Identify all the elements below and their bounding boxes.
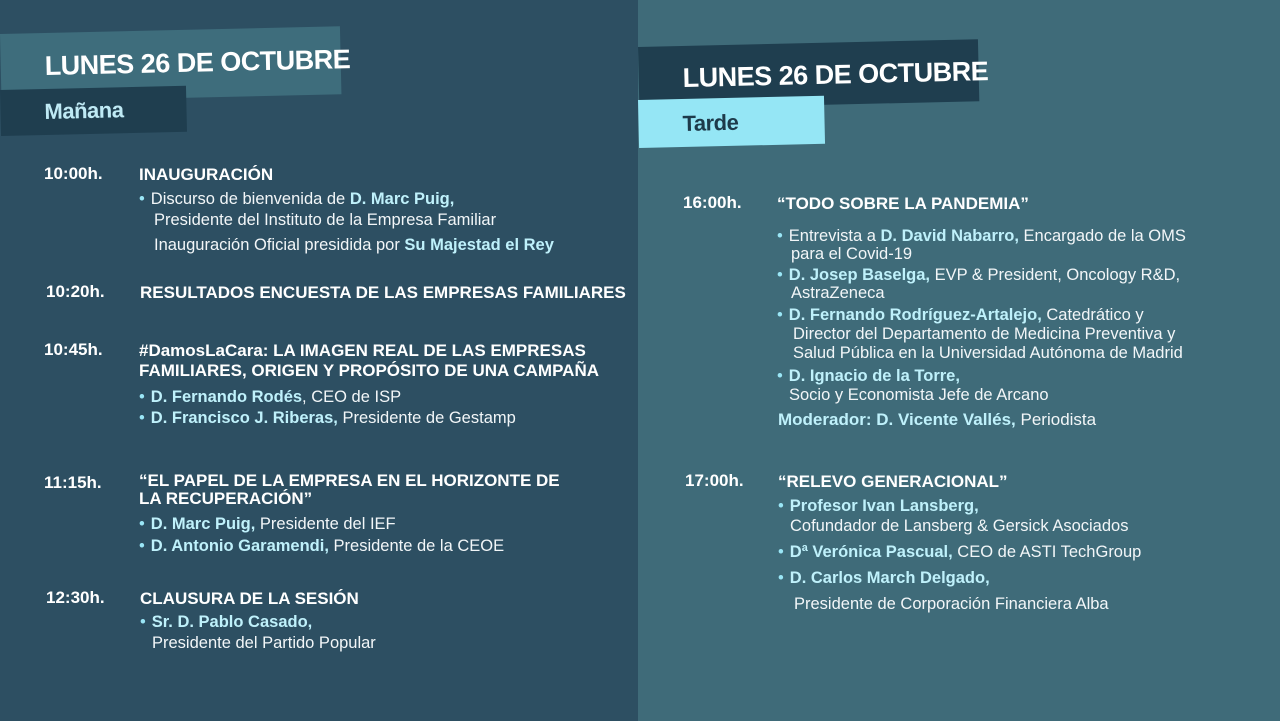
speaker-line: • Profesor Ivan Lansberg,	[778, 497, 979, 515]
afternoon-column	[638, 0, 1280, 721]
session-title: “TODO SOBRE LA PANDEMIA”	[777, 194, 1029, 213]
session-time: 10:00h.	[44, 164, 103, 183]
bullet-icon: •	[139, 409, 145, 427]
afternoon-part-label: Tarde	[682, 109, 739, 136]
speaker-line: • Discurso de bienvenida de D. Marc Puig,	[139, 190, 455, 208]
speaker-role: Presidente de Corporación Financiera Alba	[794, 595, 1109, 613]
speaker-line: • D. Francisco J. Riberas, Presidente de Gestamp	[139, 409, 516, 427]
bullet-icon: •	[778, 569, 784, 587]
moderator-line: Moderador: D. Vicente Vallés, Periodista	[778, 410, 1097, 429]
speaker-line: • D. Carlos March Delgado,	[778, 569, 990, 587]
speaker-line: • D. Marc Puig, Presidente del IEF	[139, 515, 396, 533]
speaker-line: • D. Fernando Rodríguez-Artalejo, Catedrático y	[777, 306, 1144, 324]
speaker-line: • Entrevista a D. David Nabarro, Encargado de la OMS	[777, 227, 1186, 245]
session-title-line-1: “EL PAPEL DE LA EMPRESA EN EL HORIZONTE DE	[139, 471, 560, 490]
session-title: CLAUSURA DE LA SESIÓN	[140, 589, 359, 608]
morning-part-banner	[0, 86, 187, 136]
speaker-role: Socio y Economista Jefe de Arcano	[789, 386, 1049, 404]
speaker-role: Director del Departamento de Medicina Preventiva y	[793, 325, 1176, 343]
session-title: INAUGURACIÓN	[139, 165, 274, 184]
bullet-icon: •	[139, 388, 145, 406]
session-title: RESULTADOS ENCUESTA DE LAS EMPRESAS FAMILIARES	[140, 283, 626, 302]
afternoon-day-label: LUNES 26 DE OCTUBRE	[682, 56, 989, 93]
session-time: 16:00h.	[683, 193, 742, 212]
session-title-line-2: FAMILIARES, ORIGEN Y PROPÓSITO DE UNA CAMPAÑA	[139, 361, 599, 380]
speaker-line: • D. Antonio Garamendi, Presidente de la CEOE	[139, 537, 505, 555]
bullet-icon: •	[778, 543, 784, 561]
speaker-line: • D. Ignacio de la Torre,	[777, 367, 960, 385]
speaker-role: Salud Pública en la Universidad Autónoma de Madrid	[793, 344, 1183, 362]
bullet-icon: •	[139, 515, 145, 533]
session-title-line-2: LA RECUPERACIÓN”	[139, 489, 313, 508]
speaker-role: AstraZeneca	[791, 284, 885, 302]
session-time: 11:15h.	[44, 473, 102, 492]
session-time: 12:30h.	[46, 588, 105, 607]
bullet-icon: •	[777, 227, 783, 245]
speaker-role: Cofundador de Lansberg & Gersick Asociados	[790, 517, 1129, 535]
session-time: 10:20h.	[46, 282, 105, 301]
morning-part-label: Mañana	[44, 97, 124, 124]
speaker-role: para el Covid-19	[791, 245, 913, 263]
bullet-icon: •	[777, 367, 783, 385]
speaker-line: • Sr. D. Pablo Casado,	[140, 613, 313, 631]
bullet-icon: •	[777, 306, 783, 324]
bullet-icon: •	[139, 537, 145, 555]
morning-column	[0, 0, 638, 721]
speaker-line: • Dª Verónica Pascual, CEO de ASTI TechGroup	[778, 543, 1142, 561]
session-time: 17:00h.	[685, 471, 744, 490]
session-title-line-1: #DamosLaCara: LA IMAGEN REAL DE LAS EMPRESAS	[139, 341, 586, 360]
speaker-line: • D. Fernando Rodés, CEO de ISP	[139, 388, 402, 406]
speaker-line: • D. Josep Baselga, EVP & President, Oncology R&D,	[777, 266, 1181, 284]
morning-day-label: LUNES 26 DE OCTUBRE	[44, 44, 351, 81]
afternoon-part-banner	[638, 96, 825, 148]
session-time: 10:45h.	[44, 340, 103, 359]
bullet-icon: •	[777, 266, 783, 284]
inauguration-line: Inauguración Oficial presidida por Su Majestad el Rey	[154, 236, 554, 254]
speaker-role: Presidente del Instituto de la Empresa Familiar	[154, 211, 497, 229]
bullet-icon: •	[140, 613, 146, 631]
bullet-icon: •	[778, 497, 784, 515]
speaker-role: Presidente del Partido Popular	[152, 634, 376, 652]
session-title: “RELEVO GENERACIONAL”	[778, 472, 1008, 491]
bullet-icon: •	[139, 190, 145, 208]
